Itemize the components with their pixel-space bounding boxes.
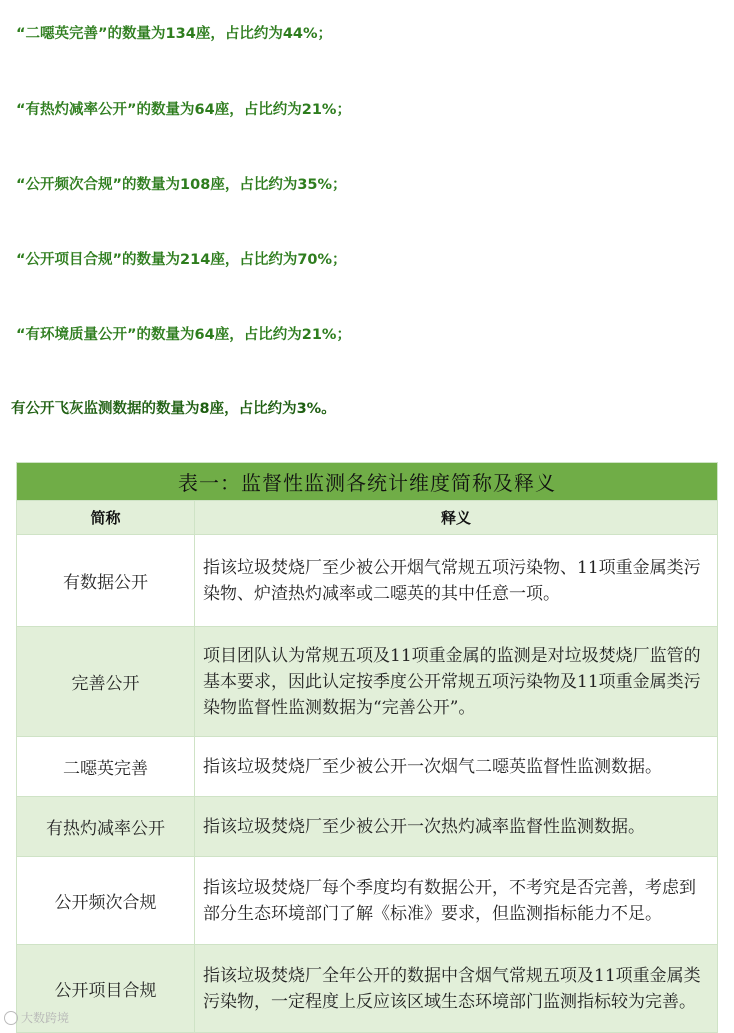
- stat-dioxin-complete: “二噁英完善”的数量为134座，占比约为44%；: [16, 26, 333, 42]
- watermark: [4, 1009, 69, 1026]
- row-abbreviation: 有热灼减率公开: [17, 797, 195, 857]
- row-abbreviation: 二噁英完善: [17, 737, 195, 797]
- watermark-text: 大数跨境: [21, 1011, 70, 1025]
- table-row: [17, 797, 718, 857]
- row-abbreviation: 有数据公开: [17, 535, 195, 627]
- row-definition: 指该垃圾焚烧厂至少被公开一次烟气二噁英监督性监测数据。: [195, 737, 718, 797]
- header-abbreviation: 简称: [17, 501, 195, 535]
- row-abbreviation: 公开项目合规: [17, 945, 195, 1033]
- stat-items-compliant: “公开项目合规”的数量为214座，占比约为70%；: [16, 252, 347, 268]
- definitions-table: [16, 462, 718, 1033]
- table-row: [17, 737, 718, 797]
- stat-environment-quality-public: “有环境质量公开”的数量为64座，占比约为21%；: [16, 327, 351, 343]
- row-abbreviation: 公开频次合规: [17, 857, 195, 945]
- table-row: [17, 535, 718, 627]
- row-definition: 指该垃圾焚烧厂每个季度均有数据公开，不考究是否完善，考虑到部分生态环境部门了解《标准》要求，但监测指标能力不足。: [195, 857, 718, 945]
- table-title: 表一：监督性监测各统计维度简称及释义: [17, 463, 718, 501]
- table-row: [17, 857, 718, 945]
- table-row: [17, 627, 718, 737]
- row-definition: 指该垃圾焚烧厂全年公开的数据中含烟气常规五项及11项重金属类污染物，一定程度上反应该区域生态环境部门监测指标较为完善。: [195, 945, 718, 1033]
- header-definition: 释义: [195, 501, 718, 535]
- stat-ignition-loss-public: “有热灼减率公开”的数量为64座，占比约为21%；: [16, 102, 351, 118]
- table-row: [17, 945, 718, 1033]
- row-definition: 指该垃圾焚烧厂至少被公开烟气常规五项污染物、11项重金属类污染物、炉渣热灼减率或二噁英的其中任意一项。: [195, 535, 718, 627]
- row-definition: 指该垃圾焚烧厂至少被公开一次热灼减率监督性监测数据。: [195, 797, 718, 857]
- watermark-logo-icon: [4, 1011, 18, 1025]
- stat-fly-ash-data: 有公开飞灰监测数据的数量为8座，占比约为3%。: [11, 401, 336, 417]
- row-definition: 项目团队认为常规五项及11项重金属的监测是对垃圾焚烧厂监管的基本要求，因此认定按季度公开常规五项污染物及11项重金属类污染物监督性监测数据为“完善公开”。: [195, 627, 718, 737]
- row-abbreviation: 完善公开: [17, 627, 195, 737]
- stat-frequency-compliant: “公开频次合规”的数量为108座，占比约为35%；: [16, 177, 347, 193]
